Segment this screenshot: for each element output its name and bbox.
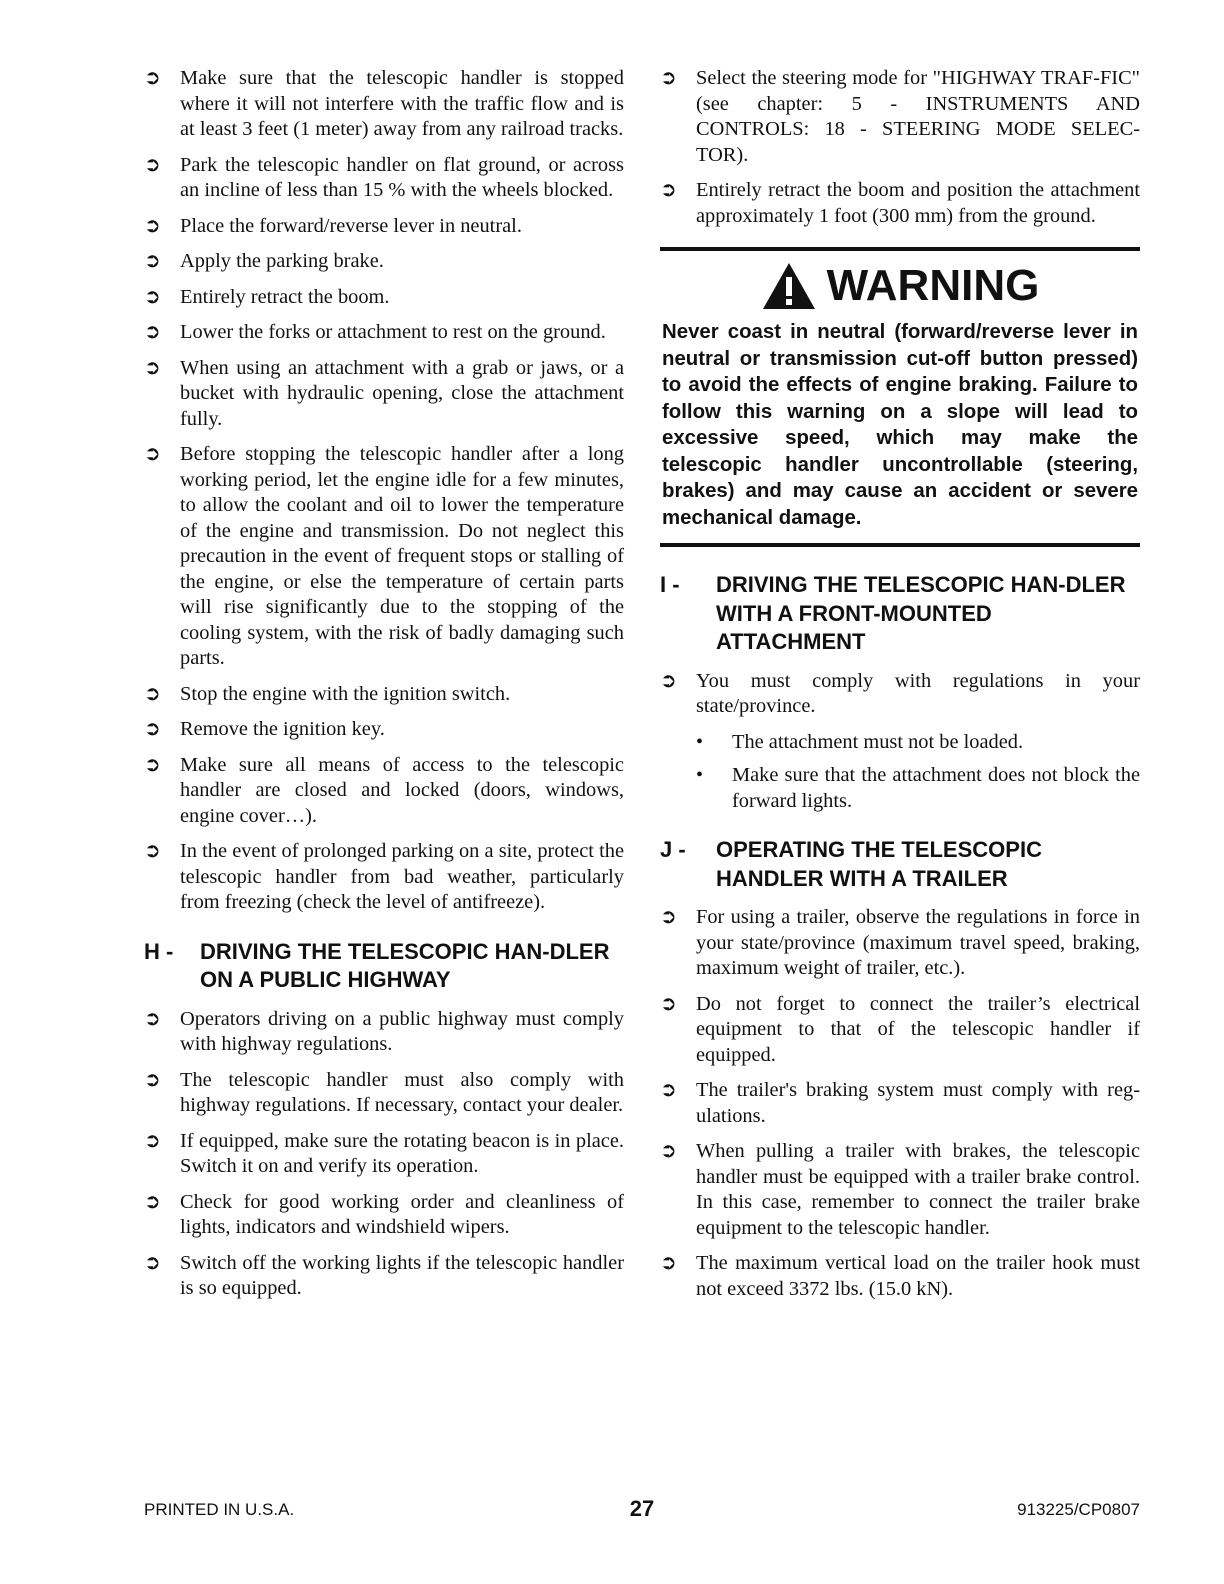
arrow-bullet-icon: ➲ [660, 179, 677, 201]
arrow-bullet-icon: ➲ [660, 992, 677, 1015]
list-item-text: Remove the ignition key. [180, 718, 385, 740]
list-item-text: Before stopping the telescopic handler after a long working period, let the engine idle for a few minutes, to allow the coolant and oil to lower the temperature of the engine and transmission. Do not neglect this precaution in the event of frequent stops or stalling of the engine, or else the temperature of certain parts will rise significantly due to the stopping of the cooling system, with the risk of badly damaging such parts. [180, 443, 624, 669]
list-item [660, 669, 1140, 720]
warning-box [660, 247, 1140, 547]
arrow-bullet-icon: ➲ [660, 67, 677, 89]
list-item [144, 1129, 624, 1180]
list-item-text: Place the forward/reverse lever in neutral. [180, 214, 522, 237]
list-item-text: Entirely retract the boom and position the attachment approximately 1 foot (300 mm) from the ground. [696, 179, 1140, 227]
arrow-bullet-icon: ➲ [660, 669, 677, 692]
list-item [660, 905, 1140, 982]
list-item-text: Apply the parking brake. [180, 250, 384, 272]
list-item [144, 1068, 624, 1119]
arrow-bullet-icon: ➲ [144, 1007, 161, 1030]
list-item-text: Switch off the working lights if the telescopic handler is so equipped. [180, 1251, 624, 1299]
warning-header [662, 259, 1138, 313]
arrow-bullet-icon: ➲ [144, 718, 161, 740]
dot-bullet-icon: • [696, 764, 704, 786]
arrow-bullet-icon: ➲ [144, 214, 161, 237]
list-item [144, 839, 624, 916]
warning-text: Never coast in neutral (forward/reverse lever in neutral or transmission cut-off button pressed) to avoid the effects of engine braking. Failure to follow this warning on a slope will lead to excessive speed, which may make the telescopic handler uncontrollable (steering, brakes) and may cause an accident or severe mechanical damage. [662, 321, 1138, 529]
list-item-text: Entirely retract the boom. [180, 285, 390, 308]
list-item-text: If equipped, make sure the rotating beacon is in place. Switch it on and verify its operation. [180, 1129, 624, 1177]
arrow-bullet-icon: ➲ [144, 1190, 161, 1213]
list-item [144, 285, 624, 311]
section-title: OPERATING THE TELESCOPIC HANDLER WITH A TRAILER [716, 837, 1042, 891]
list-item [144, 249, 624, 275]
list-item-text: Park the telescopic handler on flat ground, or across an incline of less than 15 % with the wheels blocked. [180, 153, 624, 201]
dot-bullet-icon: • [696, 730, 704, 753]
section-title: DRIVING THE TELESCOPIC HAN-DLER WITH A FRONT-MOUNTED ATTACHMENT [716, 572, 1126, 654]
list-item [144, 753, 624, 830]
arrow-bullet-icon: ➲ [144, 753, 161, 776]
list-item-text: Make sure that the telescopic handler is stopped where it will not interfere with the traffic flow and is at least 3 feet (1 meter) away from any railroad tracks. [180, 67, 624, 140]
section-heading-h [144, 938, 624, 995]
list-item-text: In the event of prolonged parking on a site, protect the telescopic handler from bad weather, particularly from freezing (check the level of antifreeze). [180, 840, 624, 913]
list-item [144, 320, 624, 346]
warning-title: WARNING [826, 261, 1040, 310]
list-item [660, 1139, 1140, 1241]
list-item [660, 992, 1140, 1069]
arrow-bullet-icon: ➲ [144, 285, 161, 308]
right-column [660, 66, 1140, 1312]
footer-print-note: PRINTED IN U.S.A. [144, 1500, 295, 1519]
list-item-text: Select the steering mode for "HIGHWAY TRAF-FIC" (see chapter: 5 - INSTRUMENTS AND CONTROLS: 18 - STEERING MODE SELEC-TOR). [696, 67, 1140, 166]
section-title: DRIVING THE TELESCOPIC HAN-DLER ON A PUBLIC HIGHWAY [200, 938, 610, 992]
arrow-bullet-icon: ➲ [660, 1079, 677, 1101]
arrow-bullet-icon: ➲ [660, 906, 677, 928]
arrow-bullet-icon: ➲ [144, 1129, 161, 1152]
list-item [660, 1251, 1140, 1302]
arrow-bullet-icon: ➲ [144, 1251, 161, 1274]
section-letter: H - [144, 938, 174, 964]
list-item [144, 1190, 624, 1241]
list-item-text: When pulling a trailer with brakes, the telescopic handler must be equipped with a trailer brake control. In this case, remember to connect the trailer brake equipment to the telescopic handler. [696, 1140, 1140, 1239]
list-item [144, 356, 624, 433]
arrow-bullet-icon: ➲ [144, 250, 161, 272]
list-item [144, 214, 624, 240]
page-footer [144, 1496, 1140, 1526]
list-item [660, 1078, 1140, 1129]
list-item-text: The trailer's braking system must comply with regulations. [696, 1079, 1140, 1127]
left-column [144, 66, 624, 1312]
arrow-bullet-icon: ➲ [144, 443, 161, 465]
arrow-bullet-icon: ➲ [144, 840, 161, 862]
list-item-text: Lower the forks or attachment to rest on the ground. [180, 321, 606, 343]
warning-triangle-icon [761, 261, 817, 311]
list-item [144, 1007, 624, 1058]
page-number: 27 [629, 1496, 655, 1521]
arrow-bullet-icon: ➲ [144, 67, 161, 89]
sub-list-item [660, 730, 1140, 756]
list-item-text: You must comply with regulations in your state/province. [696, 669, 1140, 717]
arrow-bullet-icon: ➲ [144, 356, 161, 379]
section-letter: J - [660, 837, 686, 862]
list-item-text: The telescopic handler must also comply with highway regulations. If necessary, contact your dealer. [180, 1068, 624, 1116]
arrow-bullet-icon: ➲ [660, 1140, 677, 1162]
list-item [144, 442, 624, 672]
sub-list-item-text: Make sure that the attachment does not block the forward lights. [732, 764, 1140, 812]
list-item [144, 1251, 624, 1302]
list-item-text: When using an attachment with a grab or jaws, or a bucket with hydraulic opening, close the attachment fully. [180, 356, 624, 430]
list-item-text: Check for good working order and cleanliness of lights, indicators and windshield wipers. [180, 1190, 624, 1238]
arrow-bullet-icon: ➲ [144, 682, 161, 705]
arrow-bullet-icon: ➲ [144, 321, 161, 343]
document-code: 913225/CP0807 [1017, 1500, 1140, 1519]
list-item [144, 153, 624, 204]
list-item-text: Make sure all means of access to the telescopic handler are closed and locked (doors, windows, engine cover…). [180, 753, 624, 827]
list-item-text: Stop the engine with the ignition switch. [180, 682, 511, 705]
section-heading-j [660, 836, 1140, 893]
list-item [144, 66, 624, 143]
section-heading-i [660, 571, 1140, 657]
sub-list-item [660, 763, 1140, 814]
list-item-text: For using a trailer, observe the regulations in force in your state/province (maximum travel speed, braking, maximum weight of trailer, etc.). [696, 906, 1140, 979]
sub-list-item-text: The attachment must not be loaded. [732, 730, 1024, 753]
list-item [660, 66, 1140, 168]
list-item [660, 178, 1140, 229]
arrow-bullet-icon: ➲ [144, 153, 161, 176]
arrow-bullet-icon: ➲ [660, 1252, 677, 1274]
list-item-text: The maximum vertical load on the trailer hook must not exceed 3372 lbs. (15.0 kN). [696, 1252, 1140, 1300]
arrow-bullet-icon: ➲ [144, 1068, 161, 1091]
list-item-text: Operators driving on a public highway must comply with highway regulations. [180, 1007, 624, 1055]
section-letter: I - [660, 572, 680, 597]
list-item [144, 682, 624, 708]
list-item-text: Do not forget to connect the trailer’s electrical equipment to that of the telescopic handler if equipped. [696, 992, 1140, 1066]
list-item [144, 717, 624, 743]
